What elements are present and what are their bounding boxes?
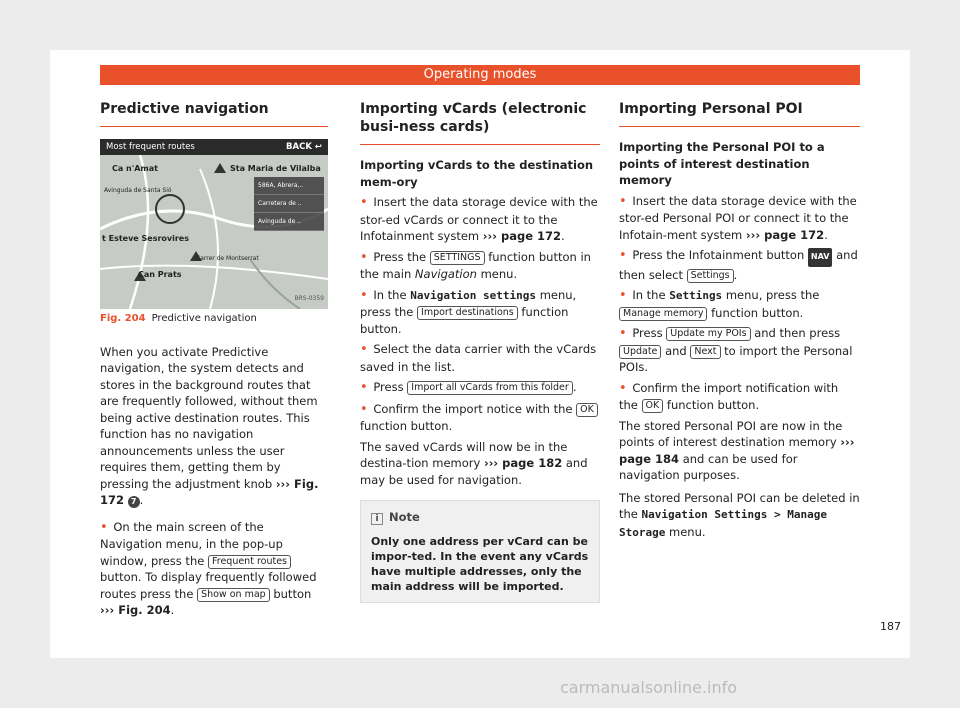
list-item: • Press Import all vCards from this folder . <box>360 380 577 395</box>
import-destinations-button: Import destinations <box>417 306 518 320</box>
list-item-text: menu, press the <box>360 287 577 319</box>
list-item-text: Insert the data storage device with the stor-ed vCards or connect it to the Infotainment system <box>360 195 598 243</box>
map-place-label: t Esteve Sesrovires <box>102 234 189 243</box>
knob-number-icon: 7 <box>128 496 140 508</box>
cross-reference-link[interactable]: ››› Fig. 204 <box>100 603 171 617</box>
map-place-label: Avinguda de Santa Sió <box>104 187 172 194</box>
frequent-routes-button: Frequent routes <box>208 555 291 569</box>
list-item-text: to import the Personal POIs. <box>619 343 853 374</box>
menu-name: Navigation settings <box>410 288 537 302</box>
list-item-text: Press the Infotainment button <box>632 248 805 262</box>
paragraph: When you activate Predictive navigation, the system detects and stores in the background routes that are frequently followed, without them being active destination routes. This function has no navigation announcements unless the user requires them, getting them by pressing the adjustment knob ››› Fig. 172 7 . <box>100 344 319 507</box>
paragraph-text: The saved vCards will now be in the destina-tion memory <box>360 439 568 470</box>
list-item-text: function button. <box>666 398 760 412</box>
list-item-text: Press <box>632 326 663 340</box>
paragraph <box>619 418 860 484</box>
ok-button: OK <box>576 403 598 417</box>
note-title <box>371 509 589 526</box>
list-item-text: button. To display frequently followed routes press the <box>100 570 317 601</box>
cross-reference-link[interactable]: ››› page 172 <box>482 229 562 243</box>
bullet-icon: • <box>619 326 627 341</box>
update-button: Update <box>619 345 661 359</box>
list-item-text: function button. <box>360 419 453 433</box>
update-my-pois-button: Update my POIs <box>666 327 750 341</box>
cross-reference-link[interactable]: ››› page 182 <box>483 456 563 470</box>
list-item <box>360 249 600 283</box>
list-item-text: Press <box>373 380 404 394</box>
note-title-text: Note <box>389 510 420 524</box>
list-item-emphasis: Navigation <box>414 267 477 281</box>
manage-memory-button: Manage memory <box>619 307 707 321</box>
list-item-text: function button in the main <box>360 249 591 281</box>
back-button: BACK ↩ <box>286 142 322 152</box>
routes-list-panel <box>254 177 324 231</box>
list-item: • Insert the data storage device with the stor-ed Personal POI or connect it to the Infotain-ment system ››› page 172. <box>619 193 857 242</box>
bullet-icon: • <box>619 248 627 263</box>
list-item-text: and then select <box>619 248 858 282</box>
list-item-text: menu, press the <box>725 288 820 302</box>
list-item <box>619 287 860 321</box>
settings-button: SETTINGS <box>430 251 485 265</box>
bullet-icon: • <box>619 380 627 396</box>
show-on-map-button: Show on map <box>197 588 270 602</box>
list-item: • Insert the data storage device with the stor-ed vCards or connect it to the Infotainment system ››› page 172. <box>360 195 598 243</box>
heading-predictive-navigation: Predictive navigation <box>100 100 328 127</box>
figure-caption <box>100 311 328 328</box>
list-item-text: and then press <box>754 326 841 340</box>
list-item-text: Confirm the import notification with the <box>619 380 839 412</box>
list-item-text: In the <box>632 288 666 302</box>
route-list-item: 586A, Abrera,.. <box>254 177 324 195</box>
map-place-label: Ca n'Amat <box>112 164 158 173</box>
list-item-text: Confirm the import notice with the <box>373 401 573 416</box>
paragraph-text: When you activate Predictive navigation, the system detects and stores in the background routes that are frequently followed, without them being active destination routes. This function has no navigation announcements unless the user requires them, getting them by pressing the adjustment knob <box>100 344 318 491</box>
page-number: 187 <box>880 620 901 633</box>
info-icon: i <box>371 513 383 525</box>
map-place-label: Can Prats <box>138 270 182 279</box>
bullet-icon: • <box>100 519 108 535</box>
next-button: Next <box>690 345 720 359</box>
subheading: Importing vCards to the destination mem-ory <box>360 158 594 189</box>
map-place-label: Carrer de Montserrat <box>196 255 259 262</box>
import-all-vcards-button: Import all vCards from this folder <box>407 381 573 395</box>
figure-caption-label: Fig. 204 <box>100 313 146 324</box>
cross-reference-link[interactable]: ››› page 172 <box>745 227 825 242</box>
watermark: carmanualsonline.info <box>560 678 738 697</box>
menu-name: Settings <box>669 289 723 302</box>
list-item-text: Press the <box>373 249 427 264</box>
paragraph-text: and may be used for navigation. <box>360 456 588 487</box>
settings-button: Settings <box>687 269 734 283</box>
figure-code: BRS-0359 <box>294 294 324 302</box>
bullet-icon: • <box>360 249 368 265</box>
cross-reference-link[interactable]: ››› Fig. 172 <box>100 476 319 507</box>
list-item-text: function button. <box>360 305 569 336</box>
paragraph-text: and can be used for navigation purposes. <box>619 451 798 482</box>
column-predictive-navigation <box>100 100 328 623</box>
bullet-icon: • <box>619 288 627 303</box>
list-item <box>360 341 600 375</box>
list-item <box>360 287 600 338</box>
paragraph-text: menu. <box>669 524 706 539</box>
list-item-text: Select the data carrier with the vCards saved in the list. <box>360 342 597 374</box>
note-box <box>360 500 600 603</box>
map-place-label: Sta Maria de Vilalba <box>230 164 321 173</box>
bullet-icon: • <box>619 193 627 209</box>
list-item: • On the main screen of the Navigation menu, in the pop-up window, press the Frequent routes button. To display frequently followed routes press the Show on map button ››› Fig. 204. <box>100 519 317 617</box>
figure-caption-text: Predictive navigation <box>151 313 257 324</box>
figure-title: Most frequent routes <box>106 142 195 152</box>
bullet-icon: • <box>360 342 368 357</box>
list-item <box>619 325 860 376</box>
nav-button-icon: NAV <box>808 248 833 267</box>
list-item-text: Insert the data storage device with the stor-ed Personal POI or connect it to the Infotain-ment system <box>619 193 857 242</box>
heading-importing-poi: Importing Personal POI <box>619 100 860 127</box>
column-importing-vcards <box>360 100 600 603</box>
heading-importing-vcards: Importing vCards (electronic busi-ness cards) <box>360 100 600 145</box>
list-item-text: function button. <box>711 305 804 320</box>
paragraph-text: The stored Personal POI can be deleted in the <box>619 490 860 521</box>
paragraph-text: The stored Personal POI are now in the points of interest destination memory <box>619 418 843 449</box>
note-body: Only one address per vCard can be impor-ted. In the event any vCards have multiple addresses, only the main address will be imported. <box>371 534 589 593</box>
list-item-text: menu. <box>480 267 518 281</box>
paragraph <box>360 439 600 489</box>
menu-path: Navigation Settings > Manage Storage <box>619 508 827 539</box>
section-header: Operating modes <box>100 65 860 85</box>
route-list-item: Carretera de .. <box>254 195 324 213</box>
paragraph <box>619 490 860 542</box>
bullet-icon: • <box>360 380 368 395</box>
route-list-item: Avinguda de .. <box>254 213 324 231</box>
list-item-text: and <box>665 343 687 358</box>
list-item <box>619 380 860 414</box>
column-importing-poi <box>619 100 860 547</box>
list-item-text: In the <box>373 287 407 302</box>
list-item: • Press the Infotainment button NAV and then select Settings . <box>619 248 858 282</box>
figure-map <box>100 139 328 309</box>
ok-button: OK <box>642 399 664 413</box>
bullet-icon: • <box>360 287 368 303</box>
list-item-text: button <box>273 586 312 601</box>
bullet-icon: • <box>360 401 368 417</box>
figure-top-bar <box>100 139 328 155</box>
bullet-icon: • <box>360 195 368 210</box>
list-item-text: On the main screen of the Navigation menu, in the pop-up window, press the <box>100 519 283 568</box>
list-item <box>360 401 600 435</box>
cross-reference-link[interactable]: ››› page 184 <box>619 435 855 466</box>
subheading: Importing the Personal POI to a points of interest destination memory <box>619 140 825 187</box>
